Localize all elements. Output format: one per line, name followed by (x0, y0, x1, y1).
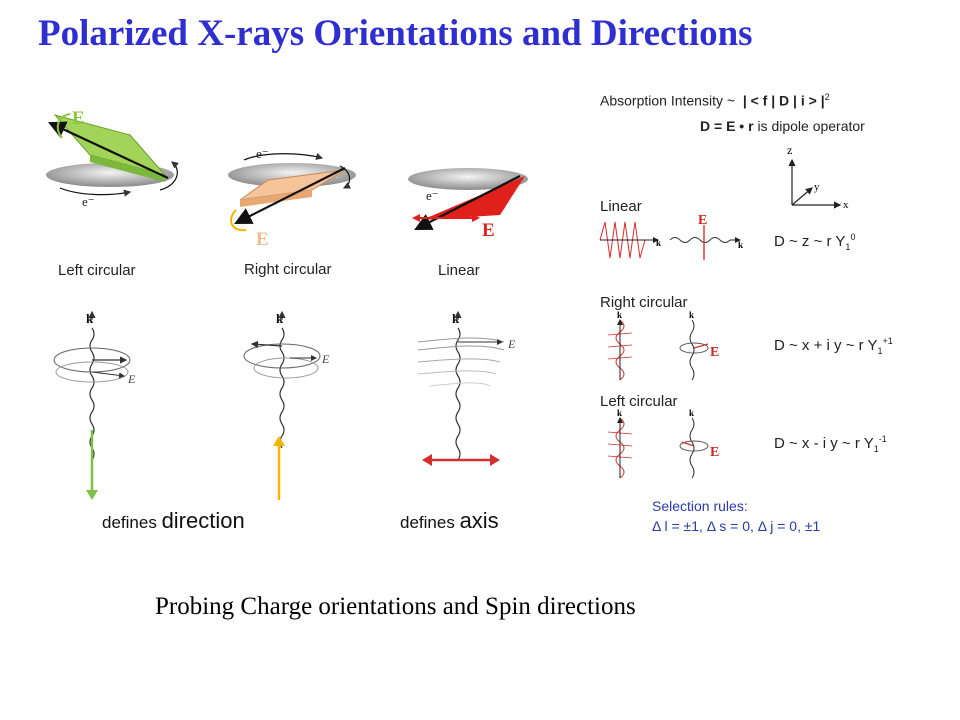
slide-caption: Probing Charge orientations and Spin directions (155, 593, 636, 620)
dipole-operator (700, 118, 865, 134)
absorption-label: Absorption Intensity ~ (600, 92, 736, 109)
defines-word-axis: axis (459, 508, 499, 533)
coordinate-axes (787, 143, 849, 211)
right-circular-wave (244, 311, 330, 448)
right-circular-heading: Right circular (600, 294, 688, 311)
linear-wave (418, 311, 516, 460)
right-circular-formula-sup: +1 (882, 336, 893, 346)
svg-text:e⁻: e⁻ (82, 194, 95, 209)
absorption-intensity (600, 92, 830, 109)
svg-text:E: E (72, 108, 85, 129)
selection-rules: Δ l = ±1, Δ s = 0, Δ j = 0, ±1 (652, 518, 821, 534)
right-circular-formula-text: D ~ x + i y ~ r Y (774, 337, 878, 354)
direction-arrows (86, 430, 500, 500)
left-circular-wave (54, 311, 136, 460)
left-circular-formula-sub: 1 (873, 444, 879, 454)
defines-prefix: defines (400, 513, 455, 532)
defines-direction (102, 508, 245, 534)
svg-text:k: k (738, 240, 744, 250)
left-circular-formula-text: D ~ x - i y ~ r Y (774, 435, 874, 452)
linear-formula-sup: 0 (850, 232, 856, 242)
svg-text:k: k (452, 311, 460, 326)
linear-heading: Linear (600, 198, 642, 215)
dipole-desc: is dipole operator (757, 118, 865, 134)
svg-text:E: E (710, 445, 720, 460)
left-circular-label: Left circular (58, 262, 136, 279)
svg-text:E: E (508, 337, 516, 351)
linear-formula-sub: 1 (845, 242, 851, 252)
absorption-expr: | < f | D | i > | (742, 92, 825, 109)
linear-label: Linear (438, 262, 480, 279)
svg-text:E: E (698, 213, 708, 228)
svg-text:k: k (276, 311, 284, 326)
right-circular-formula-sub: 1 (877, 346, 883, 356)
slide-title: Polarized X-rays Orientations and Directions (38, 13, 753, 54)
svg-text:k: k (689, 310, 695, 320)
svg-text:k: k (86, 311, 94, 326)
axis-z-label: z (787, 143, 793, 157)
linear-illustration (408, 168, 528, 241)
svg-text:k: k (617, 408, 623, 418)
absorption-power: 2 (824, 92, 830, 102)
svg-text:k: k (617, 310, 623, 320)
right-circular-wave-diagram (608, 310, 719, 380)
linear-wave-diagram (600, 213, 743, 260)
right-circular-formula (774, 336, 893, 356)
defines-prefix: defines (102, 513, 157, 532)
svg-text:e⁻: e⁻ (426, 188, 439, 203)
dipole-expr: D = E • r (700, 118, 754, 134)
left-circular-formula (774, 434, 887, 454)
defines-word-direction: direction (161, 508, 245, 533)
axis-y-label: y (814, 181, 820, 193)
right-circular-illustration (228, 146, 356, 250)
defines-axis (400, 508, 499, 534)
linear-formula (774, 232, 855, 252)
svg-text:E: E (482, 220, 495, 241)
linear-formula-text: D ~ z ~ r Y (774, 233, 846, 250)
left-circular-wave-diagram (608, 408, 719, 478)
left-circular-illustration (46, 108, 177, 209)
svg-text:E: E (322, 352, 330, 366)
svg-text:E: E (128, 372, 136, 386)
left-circular-formula-sup: -1 (878, 434, 887, 444)
selection-rules-title: Selection rules: (652, 498, 748, 514)
svg-text:k: k (689, 408, 695, 418)
right-panel-diagrams (590, 140, 950, 520)
svg-text:E: E (710, 345, 720, 360)
svg-text:k: k (656, 238, 662, 248)
svg-text:E: E (256, 229, 269, 250)
axis-x-label: x (843, 199, 849, 211)
svg-text:e⁻: e⁻ (256, 146, 269, 161)
left-circular-heading: Left circular (600, 393, 678, 410)
right-circular-label: Right circular (244, 261, 332, 278)
